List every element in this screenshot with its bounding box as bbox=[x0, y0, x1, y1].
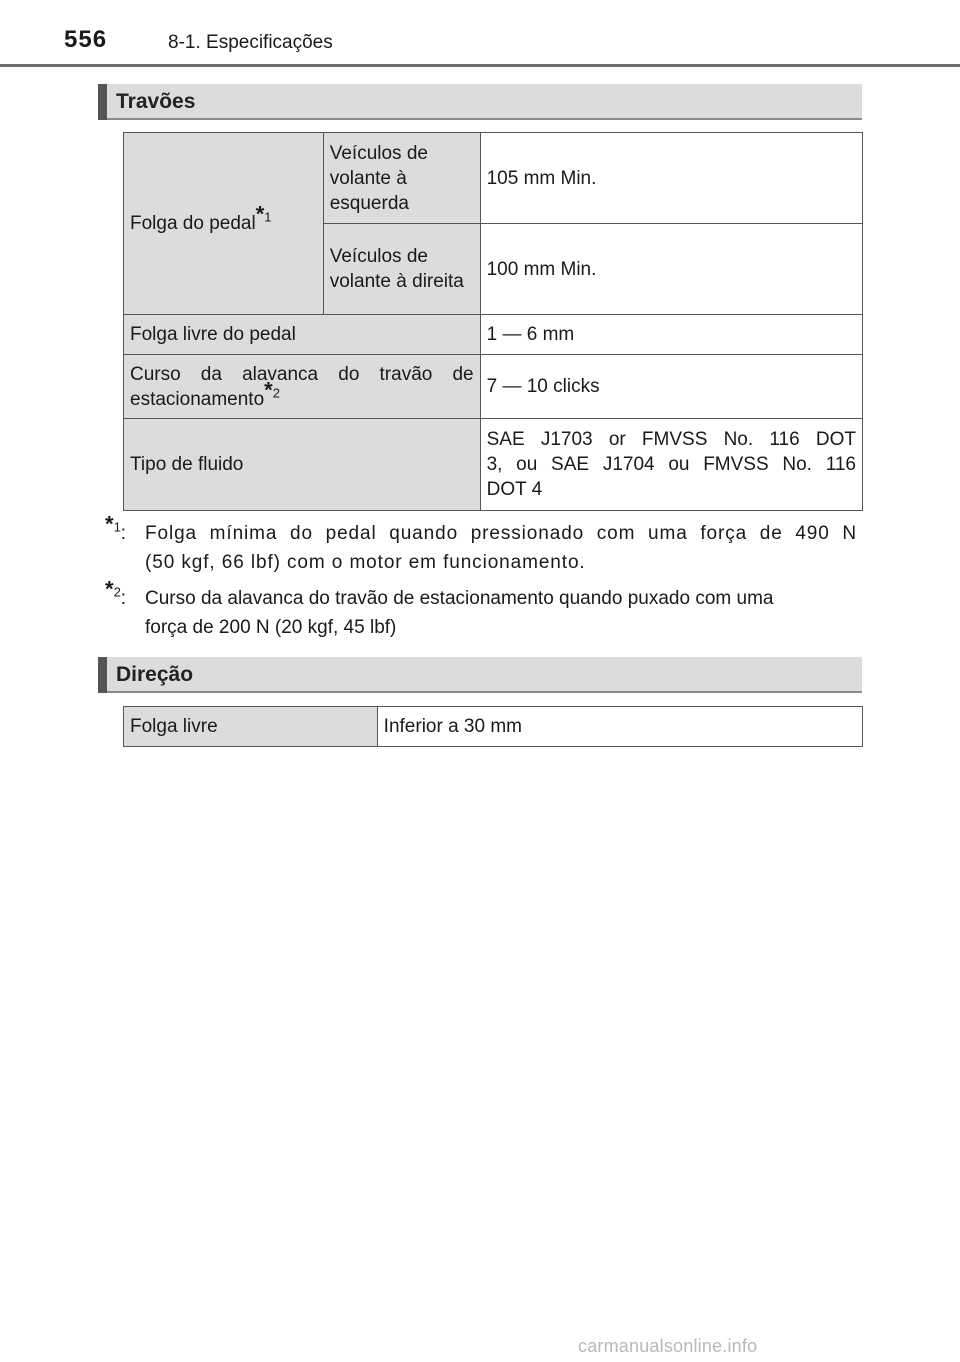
chapter-title: 8-1. Especificações bbox=[168, 32, 333, 53]
table-row bbox=[124, 355, 863, 419]
fluid-value-line2: 3, ou SAE J1704 ou FMVSS No. 116 bbox=[486, 454, 856, 475]
footnote-2-line2: força de 200 N (20 kgf, 45 lbf) bbox=[145, 617, 397, 638]
parking-lever-label-line1: Curso da alavanca do travão de bbox=[130, 363, 474, 385]
right-hand-label: Veículos de volante à direita bbox=[323, 224, 480, 315]
steering-spec-table bbox=[123, 706, 863, 747]
table-row bbox=[124, 419, 863, 511]
pedal-play-label: Folga do pedal bbox=[130, 213, 256, 234]
right-hand-value: 100 mm Min. bbox=[480, 224, 862, 315]
steering-free-play-value: Inferior a 30 mm bbox=[377, 707, 862, 747]
fluid-label: Tipo de fluido bbox=[124, 419, 481, 511]
parking-lever-label-line2: estacionamento bbox=[130, 388, 265, 410]
brakes-spec-table bbox=[123, 132, 863, 511]
footnote-star-icon: * bbox=[255, 201, 265, 227]
footnote-number: 2 bbox=[113, 584, 121, 600]
table-row bbox=[124, 133, 863, 224]
footnote-2-line1: Curso da alavanca do travão de estacionamento quando puxado com uma bbox=[145, 588, 774, 609]
page-number: 556 bbox=[64, 26, 108, 53]
pedal-play-label-cell bbox=[124, 133, 324, 315]
footnote-star-icon: * bbox=[264, 377, 273, 403]
left-hand-value: 105 mm Min. bbox=[480, 133, 862, 224]
footnote-2 bbox=[105, 576, 857, 642]
steering-heading bbox=[98, 657, 862, 693]
watermark: carmanualsonline.info bbox=[578, 1336, 758, 1356]
footnote-1-line1: Folga mínima do pedal quando pressionado com uma força de 490 N bbox=[145, 523, 857, 544]
page-header bbox=[0, 0, 960, 68]
left-hand-label: Veículos de volante à esquerda bbox=[323, 133, 480, 224]
table-row bbox=[124, 707, 863, 747]
heading-accent-bar bbox=[98, 657, 107, 693]
free-play-label: Folga livre do pedal bbox=[124, 315, 481, 355]
fluid-value-cell bbox=[480, 419, 862, 511]
footnote-ref: 1 bbox=[264, 209, 272, 225]
footnote-1 bbox=[105, 511, 857, 577]
footnote-marker: *$^1$: bbox=[105, 511, 127, 544]
header-divider bbox=[0, 64, 960, 67]
steering-heading-title: Direção bbox=[116, 663, 194, 686]
fluid-value-line1: SAE J1703 or FMVSS No. 116 DOT bbox=[486, 429, 856, 450]
brakes-heading bbox=[98, 84, 862, 120]
footnote-star-icon: * bbox=[105, 576, 114, 602]
parking-lever-value: 7 — 10 clicks bbox=[480, 355, 862, 419]
parking-lever-label-cell bbox=[124, 355, 481, 419]
free-play-value: 1 — 6 mm bbox=[480, 315, 862, 355]
brakes-heading-title: Travões bbox=[116, 90, 196, 113]
fluid-value-line3: DOT 4 bbox=[486, 479, 543, 500]
footnote-marker: *$^2$: bbox=[105, 576, 127, 609]
steering-free-play-label: Folga livre bbox=[124, 707, 378, 747]
heading-accent-bar bbox=[98, 84, 107, 120]
footnote-ref: 2 bbox=[272, 385, 280, 401]
footnote-number: 1 bbox=[113, 519, 121, 535]
footnote-star-icon: * bbox=[105, 511, 114, 537]
footnote-1-line2: (50 kgf, 66 lbf) com o motor em funcionamento. bbox=[145, 552, 586, 573]
table-row bbox=[124, 315, 863, 355]
